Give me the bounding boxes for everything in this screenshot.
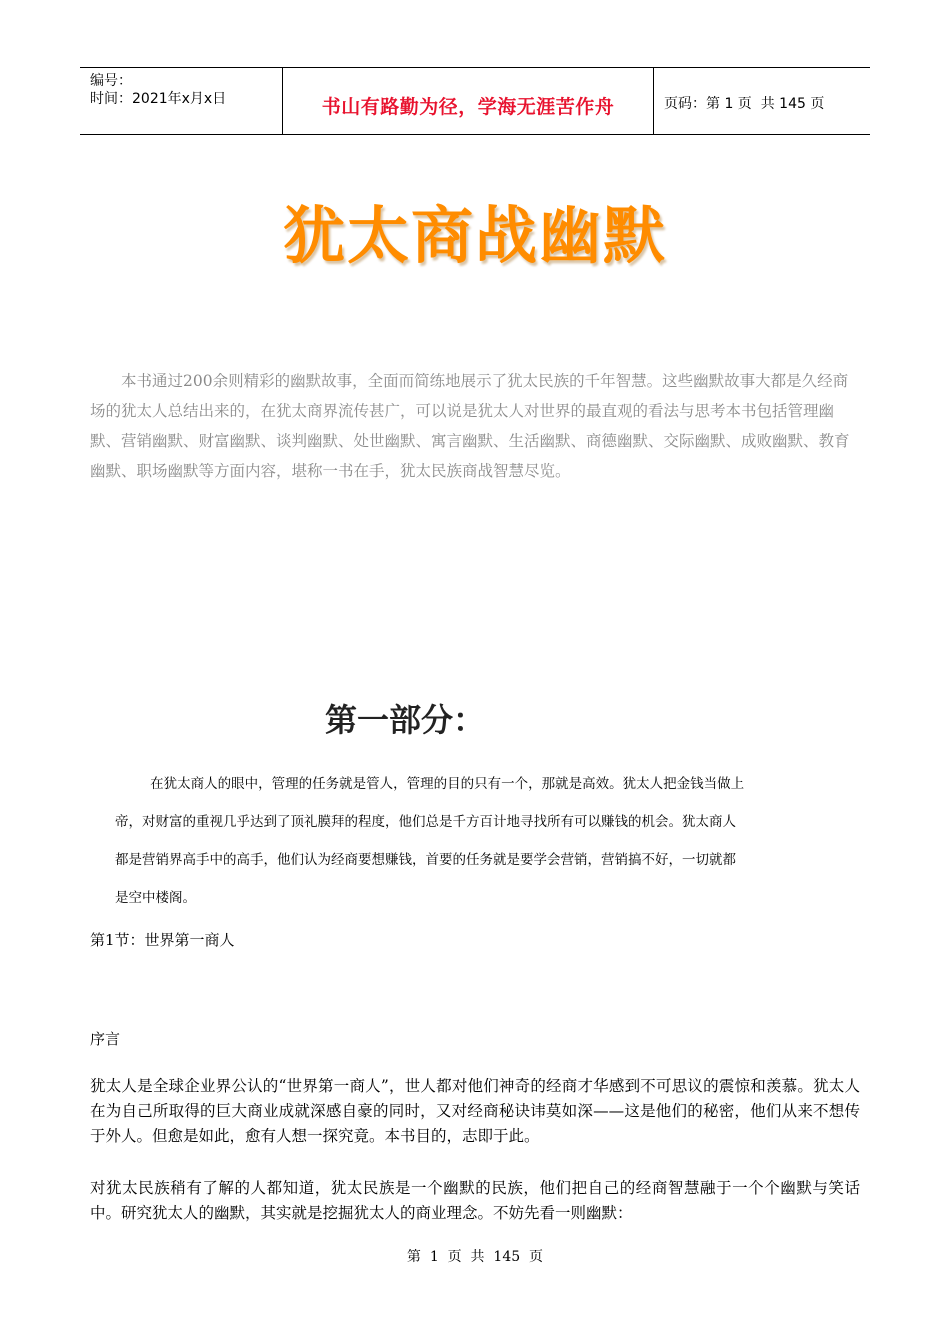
footer-page-number: 第 1 页 共 145 页 [406,1249,544,1265]
document-title: 犹太商战幽默 [282,199,667,272]
body-paragraph: 犹太人是全球企业界公认的“世界第一商人”，世人都对他们神奇的经商才华感到不可思议的震惊和羡慕。犹太人在为自己所取得的巨大商业成就深感自豪的同时，又对经商秘诀讳莫如深——这是他们的秘密，他们从来不想传于外人。但愈是如此，愈有人想一探究竟。本书目的，志即于此。 [90,1077,860,1145]
section-description: 在犹太商人的眼中，管理的任务就是管人，管理的目的只有一个，那就是高效。犹太人把金钱当做上帝，对财富的重视几乎达到了顶礼膜拜的程度，他们总是千方百计地寻找所有可以赚钱的机会。犹太商人都是营销界高手中的高手，他们认为经商要想赚钱，首要的任务就是要学会营销，营销搞不好，一切就都是空中楼阁。 [115,776,745,906]
body-paragraph: 对犹太民族稍有了解的人都知道，犹太民族是一个幽默的民族，他们把自己的经商智慧融于一个个幽默与笑话中。研究犹太人的幽默，其实就是挖掘犹太人的商业理念。不妨先看一则幽默： [90,1179,860,1222]
intro-paragraph: 本书通过200余则精彩的幽默故事，全面而简练地展示了犹太民族的千年智慧。这些幽默故事大都是久经商场的犹太人总结出来的，在犹太商界流传甚广，可以说是犹太人对世界的最直观的看法与思考本书包括管理幽默、营销幽默、财富幽默、谈判幽默、处世幽默、寓言幽默、生活幽默、商德幽默、交际幽默、成败幽默、教育幽默、职场幽默等方面内容，堪称一书在手，犹太民族商战智慧尽览。 [90,372,850,480]
page-footer [0,1246,950,1266]
motto: 书山有路勤为径，学海无涯苦作舟 [321,95,615,118]
section-title: 第一部分： [325,701,486,739]
header-motto-cell [282,68,654,134]
header-page-cell [654,68,870,134]
number-label: 编号： [90,73,132,89]
page-label: 页码：第 1 页 共 145 页 [664,96,825,112]
preface-heading: 序言 [90,1030,121,1048]
header-table [80,67,870,135]
header-meta-cell [80,68,282,134]
date-label: 时间：2021年x月x日 [90,91,227,107]
subsection-heading: 第1节：世界第一商人 [90,931,235,949]
